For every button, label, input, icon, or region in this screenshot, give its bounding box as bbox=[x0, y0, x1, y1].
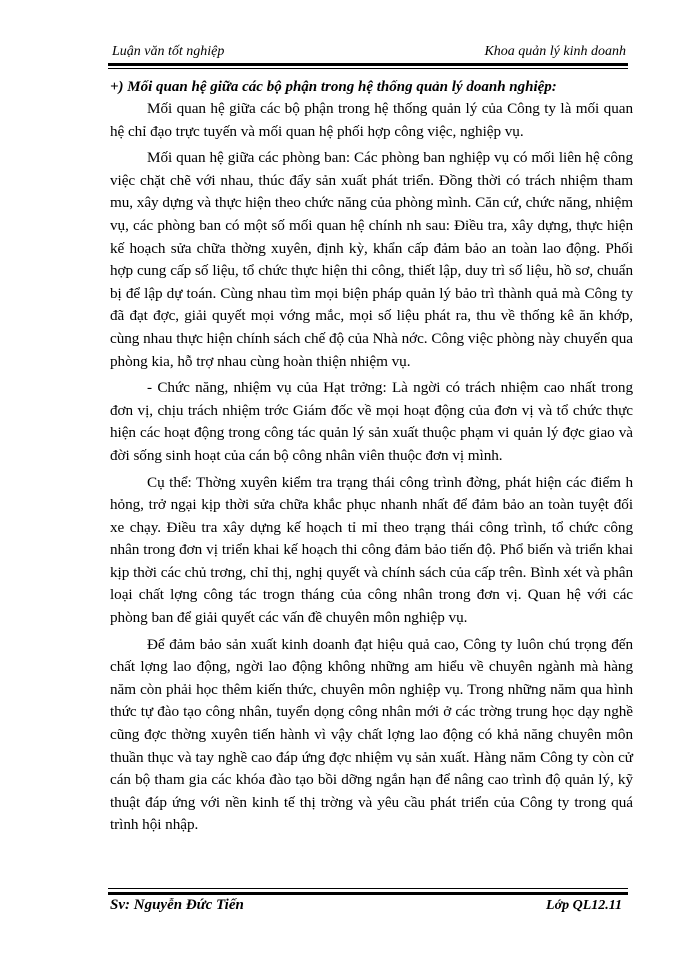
page-body bbox=[110, 77, 633, 841]
section-heading: +) Mối quan hệ giữa các bộ phận trong hệ thống quản lý doanh nghiệp: bbox=[110, 79, 557, 95]
page-footer bbox=[108, 895, 628, 917]
paragraph-5: Để đảm bảo sản xuất kinh doanh đạt hiệu quả cao, Công ty luôn chú trọng đến chất lợng lao động, ngời lao động không những am hiểu về chuyên ngành mà hàng năm còn phải học thêm kiến thức, chuyên môn nghiệp vụ. Trong những năm qua hình thức tự đào tạo công nhân, tuyển dọng công nhân mới ở các trờng trung học dạy nghề cũng đợc thờng xuyên tiến hành vì vậy chất lợng lao động có khả năng chuyên môn thuần thục và tay nghề cao đáp ứng đợc nhiệm vụ sản xuất. Hàng năm Công ty còn cử cán bộ tham gia các khóa đào tạo bồi dỡng ngắn hạn để nâng cao trình độ quản lý, kỹ thuật đáp ứng với nền kinh tế thị trờng và yêu cầu phát triển của Công ty trong quá trình hội nhập. bbox=[110, 635, 633, 834]
header-faculty: Khoa quản lý kinh doanh bbox=[484, 44, 626, 59]
paragraph-3: - Chức năng, nhiệm vụ của Hạt trởng: Là ngời có trách nhiệm cao nhất trong đơn vị, chịu trách nhiệm trớc Giám đốc về mọi hoạt động của đơn vị và tổ chức thực hiện các hoạt động trong công tác quản lý sản xuất thuộc phạm vi quản lý đợc giao và đời sống sinh hoạt của cán bộ công nhân viên thuộc đơn vị mình. bbox=[110, 379, 633, 464]
paragraph-4: Cụ thể: Thờng xuyên kiểm tra trạng thái công trình đờng, phát hiện các điểm h hỏng, trở ngại kịp thời sửa chữa khắc phục nhanh nhất để đảm bảo an toàn tuyệt đối xe chạy. Điều tra xây dựng kế hoạch tỉ mỉ theo trạng thái công trình, tổ chức công nhân trong đơn vị triển khai kế hoạch thi công đảm bảo tiến độ. Phổ biến và triển khai kịp thời các chủ trơng, chỉ thị, nghị quyết và chính sách của cấp trên. Bình xét và phân loại chất lợng công tác trogn tháng của công nhân trong đơn vị. Quan hệ với các phòng ban để giải quyết các vấn đề chuyên môn nghiệp vụ. bbox=[110, 473, 633, 627]
footer-rule-thin bbox=[108, 888, 628, 889]
footer-class: Lớp QL12.11 bbox=[546, 898, 622, 913]
header-rule-thick bbox=[108, 63, 628, 66]
header-thesis-title: Luận văn tốt nghiệp bbox=[112, 44, 225, 59]
paragraph-2: Mối quan hệ giữa các phòng ban: Các phòng ban nghiệp vụ có mối liên hệ công việc chặt chẽ với nhau, thúc đẩy sản xuất phát triển. Đồng thời có trách nhiệm tham mu, xây dựng và thực hiện theo chức năng của phòng mình. Căn cứ, chức năng, nhiệm vụ, các phòng ban có một số mối quan hệ chính nh sau: Điều tra, xây dựng, thực hiện kế hoạch sửa chữa thờng xuyên, định kỳ, khẩn cấp đảm bảo an toàn lao động. Phối hợp cung cấp số liệu, tổ chức thực hiện thi công, thiết lập, duy trì số liệu, hồ sơ, chuẩn bị để lập dự toán. Cùng nhau tìm mọi biện pháp quản lý bảo trì thành quả mà Công ty đã đạt đợc, giải quyết mọi vớng mắc, mọi số liệu phát ra, thu về thống kê ăn khớp, cùng nhau thực hiện chính sách chế độ của Nhà nớc. Công việc phòng này chuyển qua phòng kia, hỗ trợ nhau cùng hoàn thiện nhiệm vụ. bbox=[110, 149, 633, 370]
footer-student-name: Sv: Nguyễn Đức Tiến bbox=[110, 897, 244, 913]
paragraph-1: Mối quan hệ giữa các bộ phận trong hệ thống quản lý của Công ty là mối quan hệ chỉ đạo trực tuyến và mối quan hệ phối hợp công việc, nghiệp vụ. bbox=[110, 100, 633, 140]
header-rule-thin bbox=[108, 68, 628, 69]
page-header bbox=[108, 43, 626, 61]
